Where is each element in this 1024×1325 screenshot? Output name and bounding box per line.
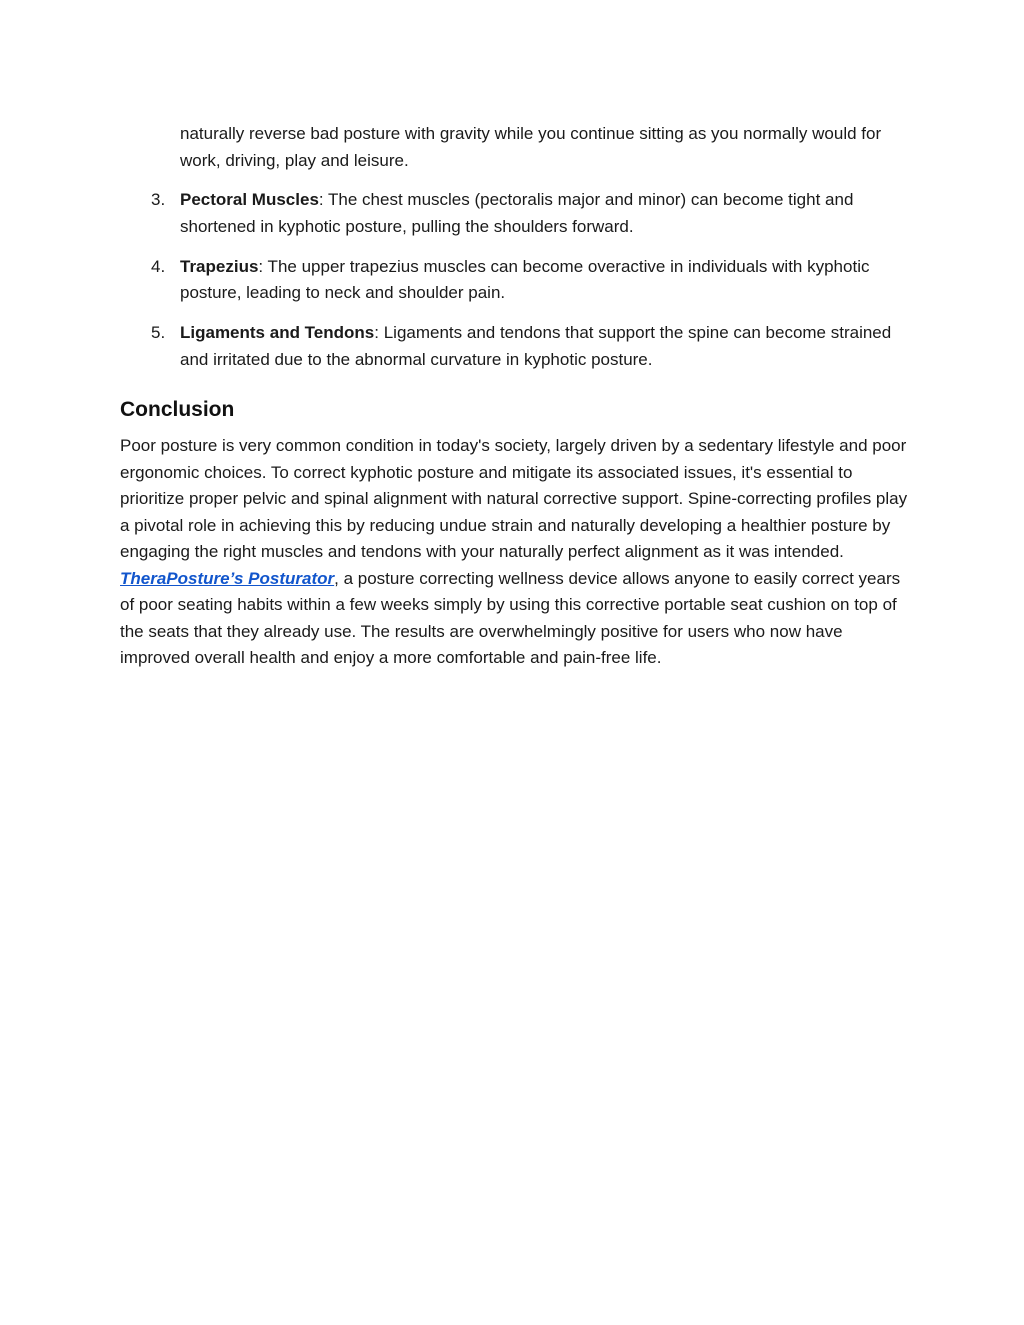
list-item-number: 5. <box>151 323 166 342</box>
list-item-continuation-text: naturally reverse bad posture with gravity while you continue sitting as you normally would for work, driving, play and leisure. <box>180 124 882 170</box>
list-item-text: : Ligaments and tendons that support the spine can become strained and irritated due to the abnormal curvature in kyphotic posture. <box>180 323 892 369</box>
list-item-term: Pectoral Muscles <box>180 190 319 209</box>
conclusion-text-before-link: Poor posture is very common condition in today's society, largely driven by a sedentary lifestyle and poor ergonomic choices. To correct kyphotic posture and mitigate its associated issues, it's essential to prioritize proper pelvic and spinal alignment with natural corrective support. Spine-correcting profiles play a pivotal role in achieving this by reducing undue strain and naturally developing a healthier posture by engaging the right muscles and tendons with your naturally perfect alignment as it was intended. <box>120 436 908 561</box>
list-item <box>120 320 905 373</box>
conclusion-heading: Conclusion <box>120 398 235 421</box>
theraposture-posturator-link[interactable]: TheraPosture’s Posturator <box>120 568 335 588</box>
conclusion-text-after-link: , a posture correcting wellness device allows anyone to easily correct years of poor seating habits within a few weeks simply by using this corrective portable seat cushion on top of the seats that they already use. The results are overwhelmingly positive for users who now have improved overall health and enjoy a more comfortable and pain-free life. <box>120 568 901 667</box>
list-item-number: 3. <box>151 190 166 209</box>
list-item-text: : The upper trapezius muscles can become overactive in individuals with kyphotic posture, leading to neck and shoulder pain. <box>180 256 870 302</box>
list-item <box>120 254 905 307</box>
list-item-term: Ligaments and Tendons <box>180 323 375 342</box>
list-item-term: Trapezius <box>180 256 259 276</box>
conclusion-paragraph <box>120 433 910 672</box>
list-item-text: : The chest muscles (pectoralis major and minor) can become tight and shortened in kyphotic posture, pulling the shoulders forward. <box>180 190 854 236</box>
list-item-number: 4. <box>151 256 166 276</box>
muscle-list <box>120 187 905 387</box>
list-item <box>120 187 905 240</box>
